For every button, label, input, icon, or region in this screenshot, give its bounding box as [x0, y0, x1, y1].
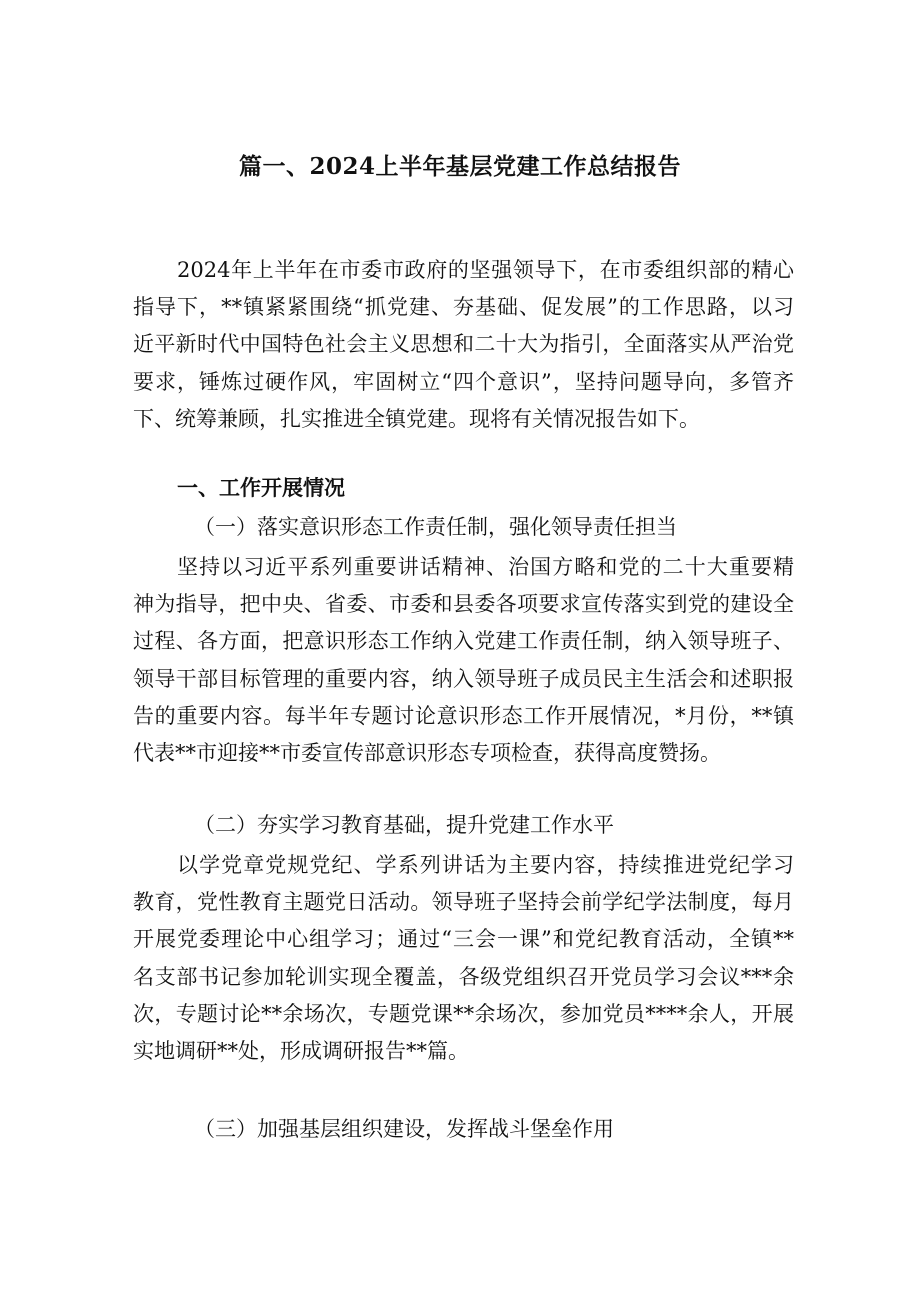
- section-heading-1: 一、工作开展情况: [177, 475, 345, 500]
- sub2-line-5: 次，专题讨论**余场次，专题党课**余场次，参加党员****余人，开展: [133, 1001, 794, 1026]
- intro-line-4: 要求，锤炼过硬作风，牢固树立“四个意识”，坚持问题导向，多管齐: [133, 369, 794, 394]
- intro-line-1: 2024年上半年在市委市政府的坚强领导下，在市委组织部的精心: [177, 258, 794, 282]
- document-title: 篇一、2024上半年基层党建工作总结报告: [238, 153, 681, 180]
- sub1-line-5: 告的重要内容。每半年专题讨论意识形态工作开展情况，*月份，**镇: [133, 703, 794, 728]
- sub1-line-1: 坚持以习近平系列重要讲话精神、治国方略和党的二十大重要精: [177, 555, 794, 579]
- subsection-2-body: [133, 847, 794, 1070]
- sub2-line-6: 实地调研**处，形成调研报告**篇。: [133, 1039, 469, 1064]
- subsection-1-body: [133, 549, 794, 772]
- subsection-heading-3: （三）加强基层组织建设，发挥战斗堡垒作用: [194, 1117, 614, 1141]
- sub1-line-4: 领导干部目标管理的重要内容，纳入领导班子成员民主生活会和述职报: [133, 666, 794, 691]
- subsection-heading-2: （二）夯实学习教育基础，提升党建工作水平: [194, 813, 614, 837]
- intro-line-3: 近平新时代中国特色社会主义思想和二十大为指引，全面落实从严治党: [133, 332, 794, 357]
- sub2-line-4: 名支部书记参加轮训实现全覆盖，各级党组织召开党员学习会议***余: [133, 964, 794, 989]
- sub2-line-1: 以学党章党规党纪、学系列讲话为主要内容，持续推进党纪学习: [177, 853, 794, 877]
- sub1-line-3: 过程、各方面，把意识形态工作纳入党建工作责任制，纳入领导班子、: [133, 629, 794, 654]
- sub1-line-6: 代表**市迎接**市委宣传部意识形态专项检查，获得高度赞扬。: [133, 741, 721, 766]
- intro-line-5: 下、统筹兼顾，扎实推进全镇党建。现将有关情况报告如下。: [133, 406, 700, 431]
- sub2-line-2: 教育，党性教育主题党日活动。领导班子坚持会前学纪学法制度，每月: [133, 890, 794, 915]
- subsection-heading-1: （一）落实意识形态工作责任制，强化领导责任担当: [194, 515, 677, 539]
- intro-line-2: 指导下，**镇紧紧围绕“抓党建、夯基础、促发展”的工作思路，以习: [133, 295, 794, 320]
- sub1-line-2: 神为指导，把中央、省委、市委和县委各项要求宣传落实到党的建设全: [133, 592, 794, 617]
- intro-paragraph: [133, 252, 794, 438]
- sub2-line-3: 开展党委理论中心组学习；通过“三会一课”和党纪教育活动，全镇**: [133, 927, 794, 952]
